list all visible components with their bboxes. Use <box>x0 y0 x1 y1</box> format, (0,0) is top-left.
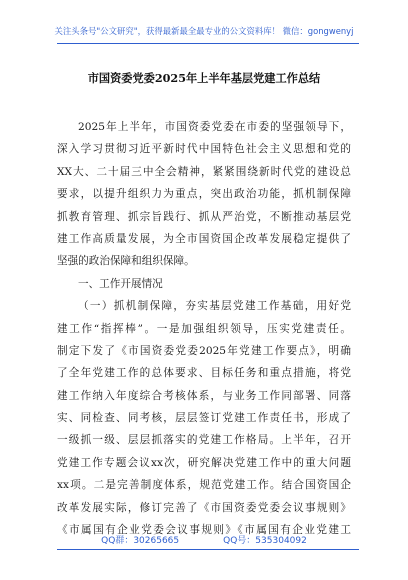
body-line: 要求，以提升组织力为重点，突出政治功能，抓机制保障 <box>57 188 351 201</box>
body-line: 制定下发了《市国资委党委2025年党建工作要点》，明确 <box>57 344 351 357</box>
header-banner: 关注头条号"公文研究"，获得最新最全最专业的公文资料库！ 微信：gongwenyj <box>54 26 354 36</box>
body-line: XX大、二十届三中全会精神，紧紧围绕新时代党的建设总 <box>57 165 351 178</box>
document-title: 市国资委党委2025年上半年基层党建工作总结 <box>87 71 321 85</box>
body-line: 改革发展实际，修订完善了《市国资委党委会议事规则》 <box>57 501 351 514</box>
document-body <box>57 116 351 541</box>
footer-contact <box>0 533 408 546</box>
section-heading: 一、工作开展情况 <box>78 277 163 290</box>
body-line: 深入学习贯彻习近平新时代中国特色社会主义思想和党的 <box>57 143 351 156</box>
body-line: 党建工作专题会议xx次，研究解决党建工作中的重大问题 <box>57 456 351 469</box>
body-line: 了全年党建工作的总体要求、目标任务和重点措施，将党 <box>57 367 351 380</box>
body-line: 实、同检查、同考核，层层签订党建工作责任书，形成了 <box>57 412 351 425</box>
footer-qq-number: QQ号：535304092 <box>223 536 307 546</box>
body-line: 建工作“指挥棒”。一是加强组织领导，压实党建责任。 <box>57 322 351 335</box>
body-line: 抓教育管理、抓宗旨践行、抓从严治党，不断推动基层党 <box>57 210 351 223</box>
body-line: 《市属国有企业党委会议事规则》《市属国有企业党建工 <box>57 524 351 537</box>
footer-divider <box>57 549 359 550</box>
body-line: xx项。二是完善制度体系，规范党建工作。结合国资国企 <box>57 479 351 492</box>
body-line: 建工作纳入年度综合考核体系，与业务工作同部署、同落 <box>57 389 351 402</box>
body-line: （一）抓机制保障，夯实基层党建工作基础，用好党 <box>78 300 351 313</box>
body-line: 一级抓一级、层层抓落实的党建工作格局。上半年，召开 <box>57 434 351 447</box>
body-line: 坚强的政治保障和组织保障。 <box>57 255 195 268</box>
header-divider <box>57 43 359 44</box>
footer-qq-group: QQ群：30265665 <box>101 536 180 546</box>
body-line: 2025年上半年，市国资委党委在市委的坚强领导下， <box>78 121 351 133</box>
body-line: 建工作高质量发展，为全市国资国企改革发展稳定提供了 <box>57 232 351 245</box>
